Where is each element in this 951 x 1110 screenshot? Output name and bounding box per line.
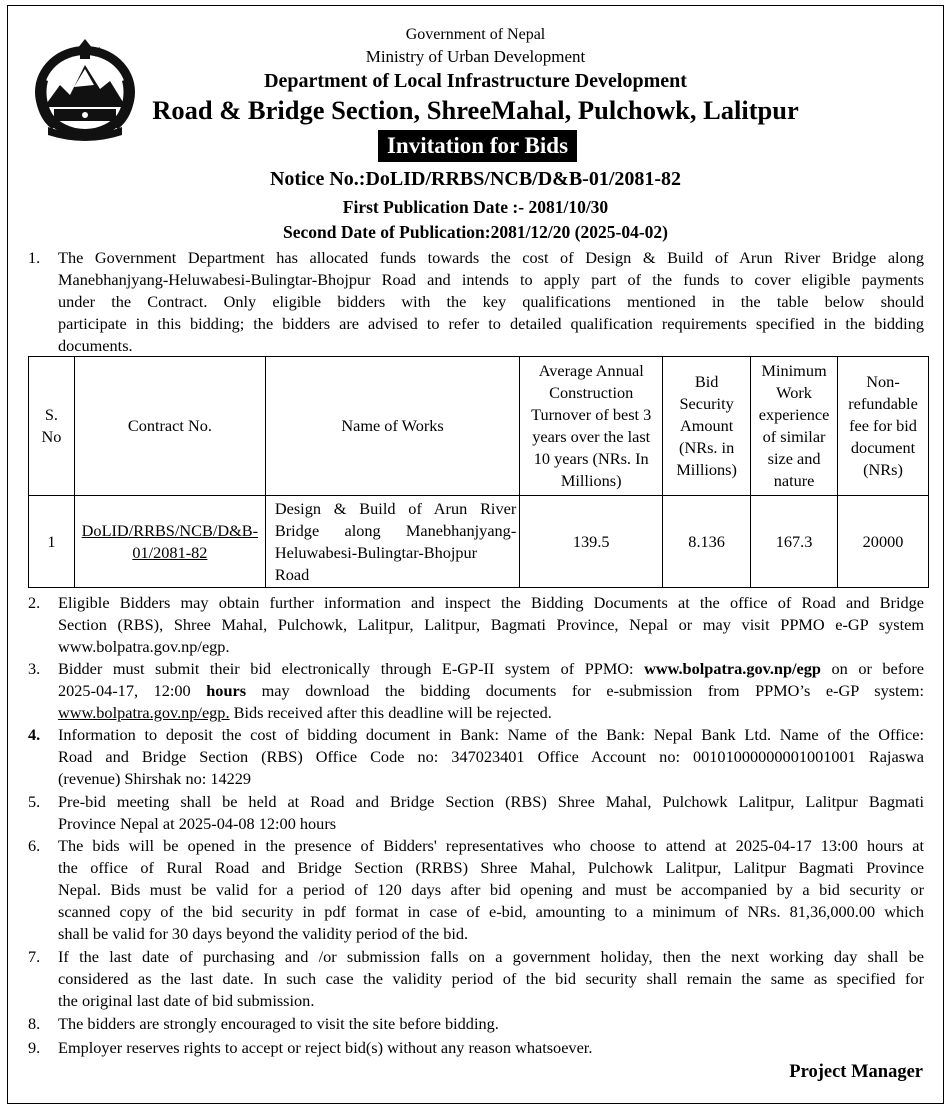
paragraph-3-line: Bidder must submit their bid electronically through E-GP-II system of PPMO: www.bolpatra.gov.np/egp on or before: [58, 659, 924, 678]
paragraph-1: [58, 247, 924, 357]
item-number-5: 5.: [28, 792, 41, 811]
table-row: [29, 496, 929, 588]
section-line: Road & Bridge Section, ShreeMahal, Pulchowk, Lalitpur: [152, 95, 799, 125]
paragraph-9: [58, 1037, 924, 1059]
header-bid-security: Bid Security Amount (NRs. in Millions): [663, 357, 751, 496]
header-work-experience: Minimum Work experience of similar size and nature: [751, 357, 838, 496]
paragraph-6-line: Nepal. Bids must be valid for a period of 120 days after bid opening and must be accompanied by a bid security or: [58, 880, 924, 899]
header-turnover: Average Annual Construction Turnover of best 3 years over the last 10 years (NRs. In Millions): [520, 357, 663, 496]
header-name-of-works: Name of Works: [265, 357, 519, 496]
paragraph-6-line: scanned copy of the bid security in pdf format in case of e-bid, amounting to a minimum of NRs. 81,36,000.00 which: [58, 902, 924, 921]
page-title: Invitation for Bids: [378, 130, 577, 162]
qualification-table: [28, 356, 929, 588]
paragraph-4: [58, 724, 924, 790]
paragraph-5-line: Pre-bid meeting shall be held at Road and Bridge Section (RBS) Shree Mahal, Pulchowk Lalitpur, Lalitpur Bagmati: [58, 792, 924, 811]
paragraph-6-line: the office of Rural Road and Bridge Section (RRBS) Shree Mahal, Pulchowk Lalitpur, Lalitpur Bagmati Province: [58, 858, 924, 877]
header-document-fee: Non- refundable fee for bid document (NRs): [838, 357, 929, 496]
paragraph-3-line: www.bolpatra.gov.np/egp. Bids received after this deadline will be rejected.: [58, 703, 552, 722]
paragraph-2: [58, 592, 924, 658]
paragraph-5: [58, 791, 924, 835]
department-line: Department of Local Infrastructure Development: [264, 70, 687, 92]
cell-document-fee: 20000: [838, 496, 929, 588]
paragraph-6: [58, 835, 924, 945]
paragraph-6-line: shall be valid for 30 days beyond the validity period of the bid.: [58, 924, 469, 943]
paragraph-2-line: Eligible Bidders may obtain further information and inspect the Bidding Documents at the office of Road and Bridge: [58, 593, 924, 612]
paragraph-7-line: If the last date of purchasing and /or submission falls on a government holiday, then the next working day shall be: [58, 947, 924, 966]
egp-link[interactable]: www.bolpatra.gov.np/egp.: [58, 703, 230, 722]
paragraph-7-line: considered as the last date. In such case the validity period of the bid security shall remain the same as specified for: [58, 969, 924, 988]
item-number-6: 6.: [28, 836, 41, 855]
cell-bid-security: 8.136: [663, 496, 751, 588]
cell-turnover: 139.5: [520, 496, 663, 588]
government-line: Government of Nepal: [405, 26, 546, 43]
header-contract-no: Contract No.: [74, 357, 265, 496]
paragraph-2-line: www.bolpatra.gov.np/egp.: [58, 637, 230, 656]
item-number-7: 7.: [28, 947, 41, 966]
paragraph-1-line: participate in this bidding; the bidders are advised to refer to detailed qualification requirements specified in the bidding: [58, 314, 924, 333]
paragraph-1-line: The Government Department has allocated funds towards the cost of Design & Build of Arun River Bridge along: [58, 248, 924, 267]
paragraph-2-line: Section (RBS), Shree Mahal, Pulchowk, Lalitpur, Lalitpur, Bagmati Province, Nepal or may visit PPMO e-GP system: [58, 615, 924, 634]
item-number-9: 9.: [28, 1038, 41, 1057]
paragraph-8: [58, 1013, 924, 1035]
paragraph-1-line: under the Contract. Only eligible bidders with the key qualifications mentioned in the table below should: [58, 292, 924, 311]
paragraph-1-line: Manebhanjyang-Heluwabesi-Bulingtar-Bhojpur Road and intends to apply part of the funds to cover eligible payments: [58, 270, 924, 289]
paragraph-6-line: The bids will be opened in the presence of Bidders' representatives who choose to attend at 2025-04-17 13:00 hours at: [58, 836, 924, 855]
paragraph-4-line: Information to deposit the cost of bidding document in Bank: Name of the Bank: Nepal Bank Ltd. Name of the Office:: [58, 725, 924, 744]
notice-number: Notice No.:DoLID/RRBS/NCB/D&B-01/2081-82: [269, 168, 682, 190]
first-publication-date: First Publication Date :- 2081/10/30: [342, 197, 609, 217]
second-publication-date: Second Date of Publication:2081/12/20 (2025-04-02): [283, 222, 668, 242]
item-number-8: 8.: [28, 1014, 41, 1033]
paragraph-3: [58, 658, 924, 724]
header-sno: S. No: [29, 357, 75, 496]
paragraph-1-line: documents.: [58, 336, 133, 355]
item-number-3: 3.: [28, 659, 41, 678]
paragraph-8-line: The bidders are strongly encouraged to visit the site before bidding.: [58, 1014, 499, 1033]
paragraph-4-line: Road and Bridge Section (RBS) Office Code no: 347023401 Office Account no: 00101000000001001001 Rajaswa: [58, 747, 924, 766]
paragraph-7: [58, 946, 924, 1012]
egp-url: www.bolpatra.gov.np/egp: [644, 659, 821, 678]
paragraph-7-line: the original last date of bid submission.: [58, 991, 315, 1010]
cell-work-experience: 167.3: [751, 496, 838, 588]
item-number-1: 1.: [28, 248, 41, 267]
paragraph-5-line: Province Nepal at 2025-04-08 12:00 hours: [58, 814, 337, 833]
paragraph-4-line: (revenue) Shirshak no: 14229: [58, 769, 252, 788]
table-header-row: [29, 357, 929, 496]
item-number-4: 4.: [28, 725, 41, 744]
signoff: Project Manager: [789, 1062, 923, 1082]
item-number-2: 2.: [28, 593, 41, 612]
cell-sno: 1: [29, 496, 75, 588]
cell-name-of-works: Design & Build of Arun River Bridge along Manebhanjyang- Heluwabesi-Bulingtar-Bhojpur Road: [265, 496, 519, 588]
paragraph-3-line: 2025-04-17, 12:00 hours may download the bidding documents for e-submission from PPMO’s e-GP system:: [58, 681, 924, 700]
contract-no-link[interactable]: DoLID/RRBS/NCB/D&B- 01/2081-82: [74, 496, 265, 588]
paragraph-9-line: Employer reserves rights to accept or reject bid(s) without any reason whatsoever.: [58, 1038, 593, 1057]
ministry-line: Ministry of Urban Development: [365, 47, 586, 66]
